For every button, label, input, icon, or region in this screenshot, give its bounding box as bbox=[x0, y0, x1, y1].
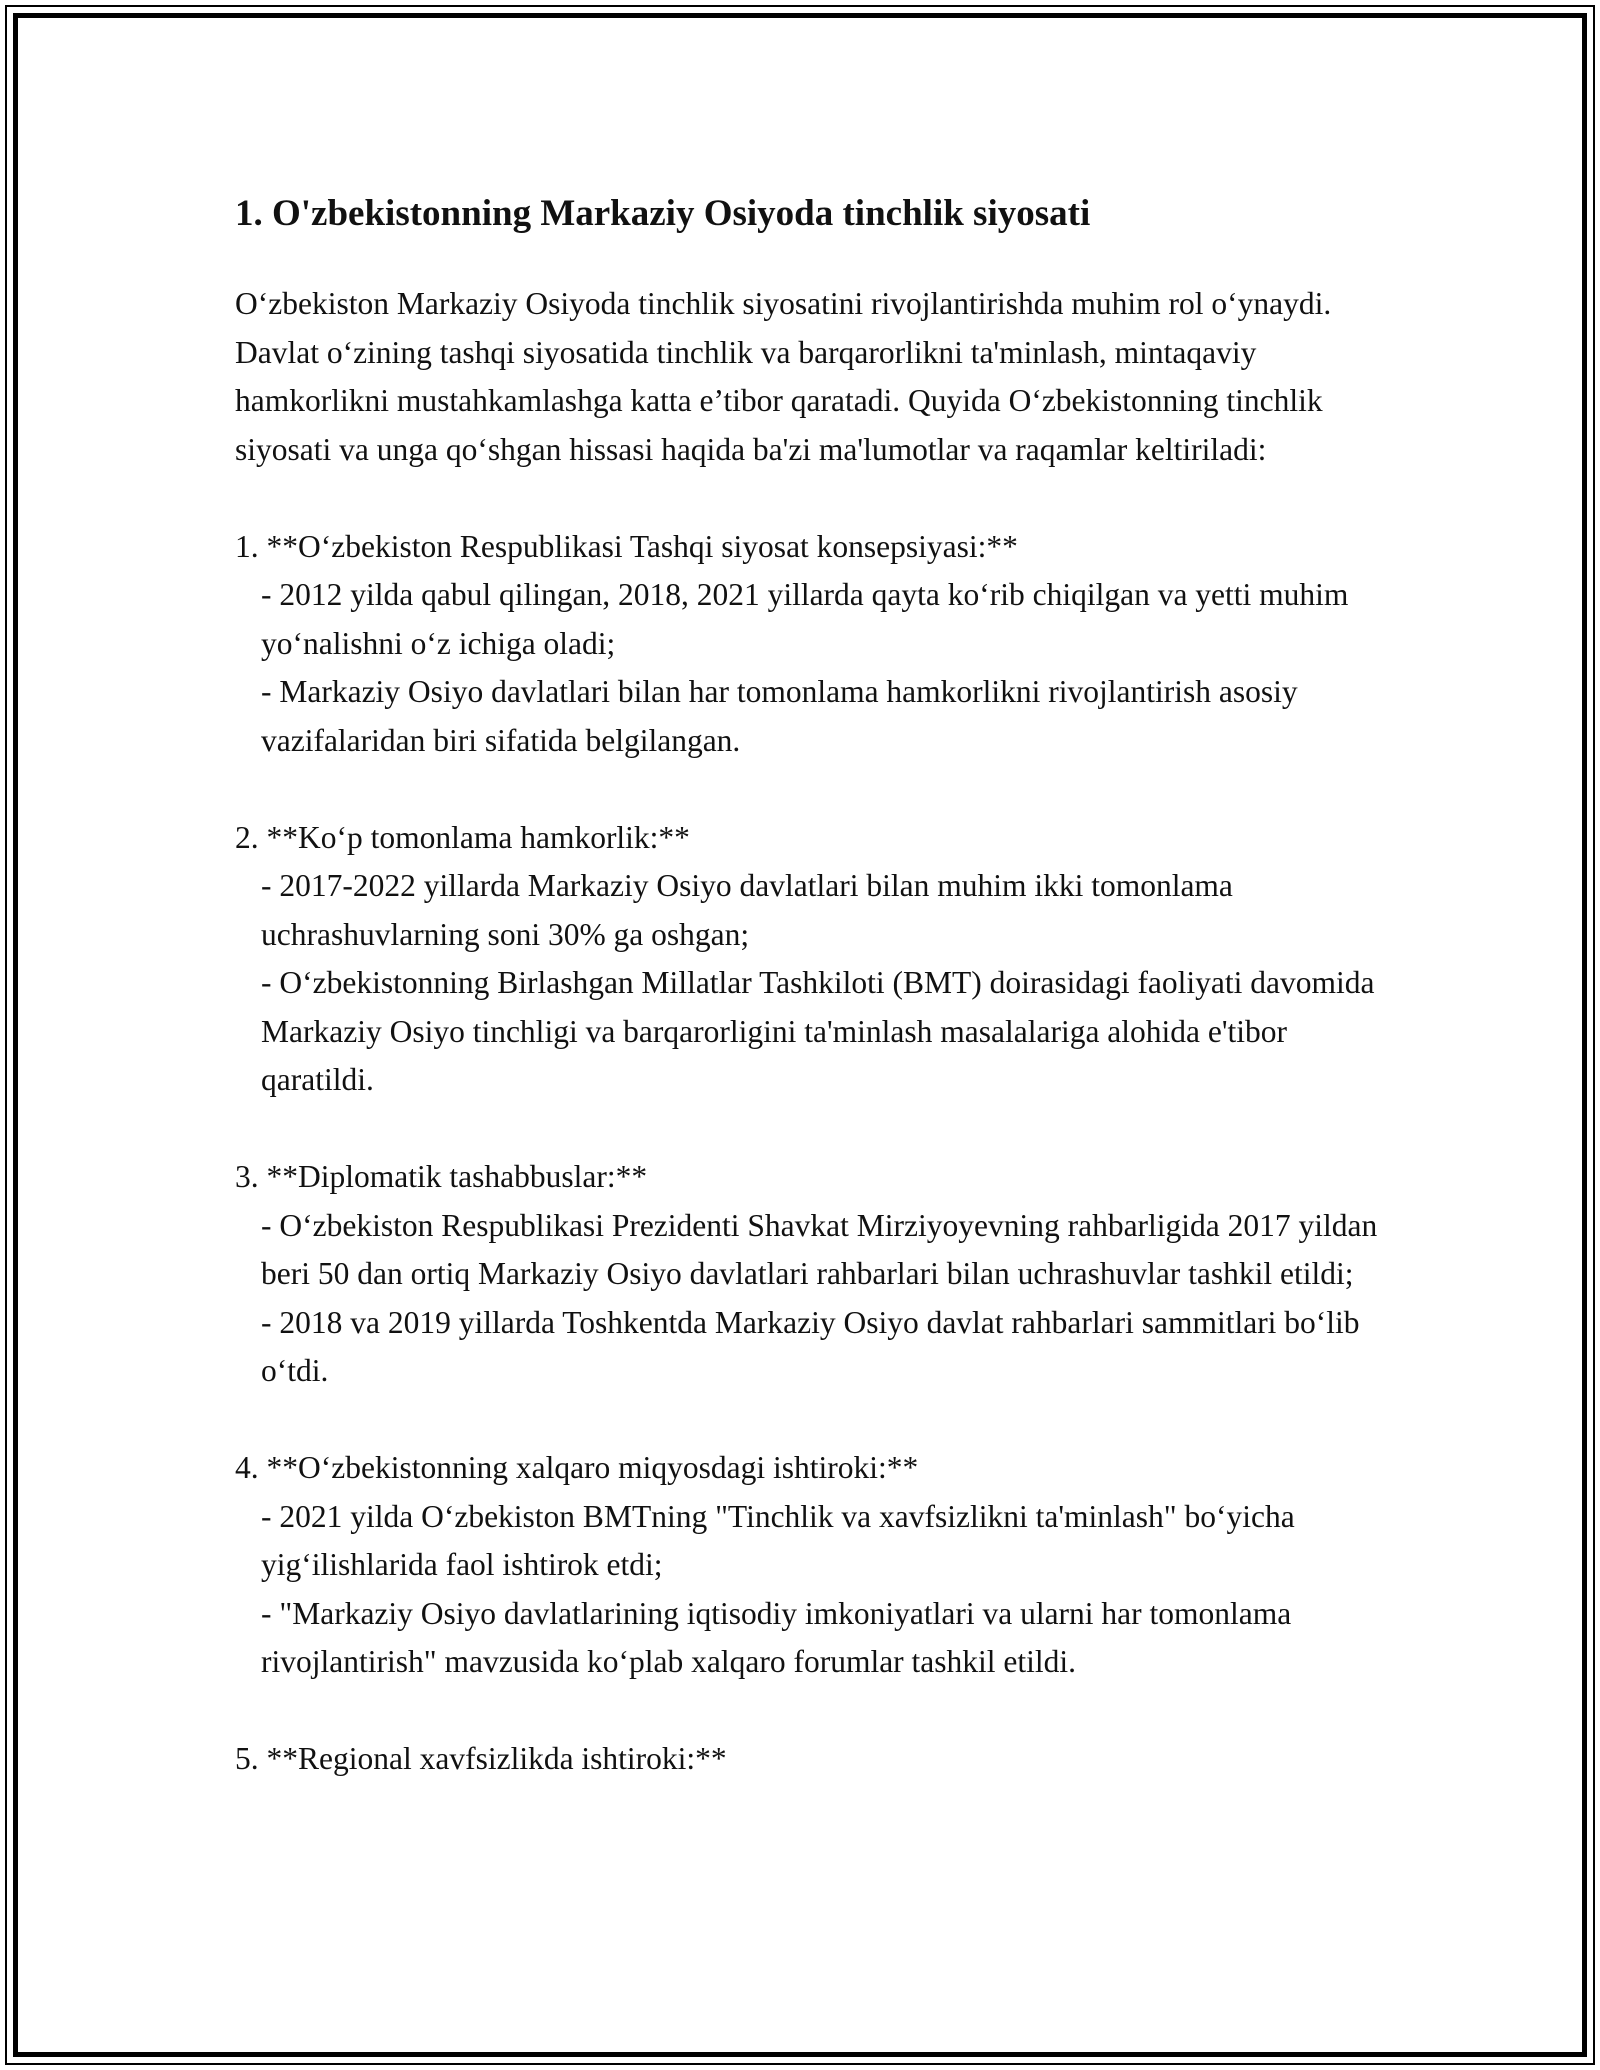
section-heading: 3. **Diplomatik tashabbuslar:** bbox=[235, 1159, 648, 1194]
intro-paragraph: O‘zbekiston Markaziy Osiyoda tinchlik siyosatini rivojlantirishda muhim rol o‘ynaydi. Davlat o‘zining tashqi siyosatida tinchlik va barqarorlikni ta'minlash, mintaqaviy hamkorlikni mustahkamlashga katta e’tibor qaratadi. Quyida O‘zbekistonning tinchlik siyosati va unga qo‘shgan hissasi haqida ba'zi ma'lumotlar va raqamlar keltiriladi: bbox=[235, 286, 1332, 467]
section-2 bbox=[235, 814, 1395, 1105]
section-bullet: - "Markaziy Osiyo davlatlarining iqtisodiy imkoniyatlari va ularni har tomonlama rivojlantirish" mavzusida ko‘plab xalqaro forumlar tashkil etildi. bbox=[261, 1595, 1292, 1679]
section-heading: 2. **Ko‘p tomonlama hamkorlik:** bbox=[235, 819, 690, 855]
section-bullet: - 2017-2022 yillarda Markaziy Osiyo davlatlari bilan muhim ikki tomonlama uchrashuvlarning soni 30% ga oshgan; bbox=[261, 868, 1233, 952]
section-bullet: - 2018 va 2019 yillarda Toshkentda Markaziy Osiyo davlat rahbarlari sammitlari bo‘lib o‘tdi. bbox=[261, 1304, 1360, 1388]
section-bullet: - 2012 yilda qabul qilingan, 2018, 2021 yillarda qayta ko‘rib chiqilgan va yetti muhim yo‘nalishni o‘z ichiga oladi; bbox=[261, 577, 1349, 661]
spacer bbox=[235, 474, 1395, 523]
section-1 bbox=[235, 523, 1395, 766]
document-body bbox=[235, 186, 1395, 1784]
section-3 bbox=[235, 1153, 1395, 1396]
section-bullet: - 2021 yilda O‘zbekiston BMTning "Tinchlik va xavfsizlikni ta'minlash" bo‘yicha yig‘ilishlarida faol ishtirok etdi; bbox=[261, 1498, 1295, 1582]
spacer bbox=[235, 765, 1395, 814]
spacer bbox=[235, 1687, 1395, 1736]
section-heading: 5. **Regional xavfsizlikda ishtiroki:** bbox=[235, 1741, 727, 1776]
spacer bbox=[235, 1105, 1395, 1154]
section-bullet: - O‘zbekiston Respublikasi Prezidenti Shavkat Mirziyoyevning rahbarligida 2017 yildan beri 50 dan ortiq Markaziy Osiyo davlatlari rahbarlari bilan uchrashuvlar tashkil etildi; bbox=[261, 1207, 1378, 1291]
section-heading: 4. **O‘zbekistonning xalqaro miqyosdagi ishtiroki:** bbox=[235, 1450, 919, 1485]
section-5 bbox=[235, 1735, 1395, 1784]
section-bullet: - Markaziy Osiyo davlatlari bilan har tomonlama hamkorlikni rivojlantirish asosiy vazifalaridan biri sifatida belgilangan. bbox=[261, 674, 1298, 758]
document-title: 1. O'zbekistonning Markaziy Osiyoda tinchlik siyosati bbox=[235, 193, 1091, 234]
spacer bbox=[235, 1396, 1395, 1445]
section-4 bbox=[235, 1444, 1395, 1687]
section-heading: 1. **O‘zbekiston Respublikasi Tashqi siyosat konsepsiyasi:** bbox=[235, 528, 1018, 564]
section-bullet: - O‘zbekistonning Birlashgan Millatlar Tashkiloti (BMT) doirasidagi faoliyati davomida Markaziy Osiyo tinchligi va barqarorligini ta'minlash masalalariga alohida e'tibor qaratildi. bbox=[261, 965, 1375, 1097]
